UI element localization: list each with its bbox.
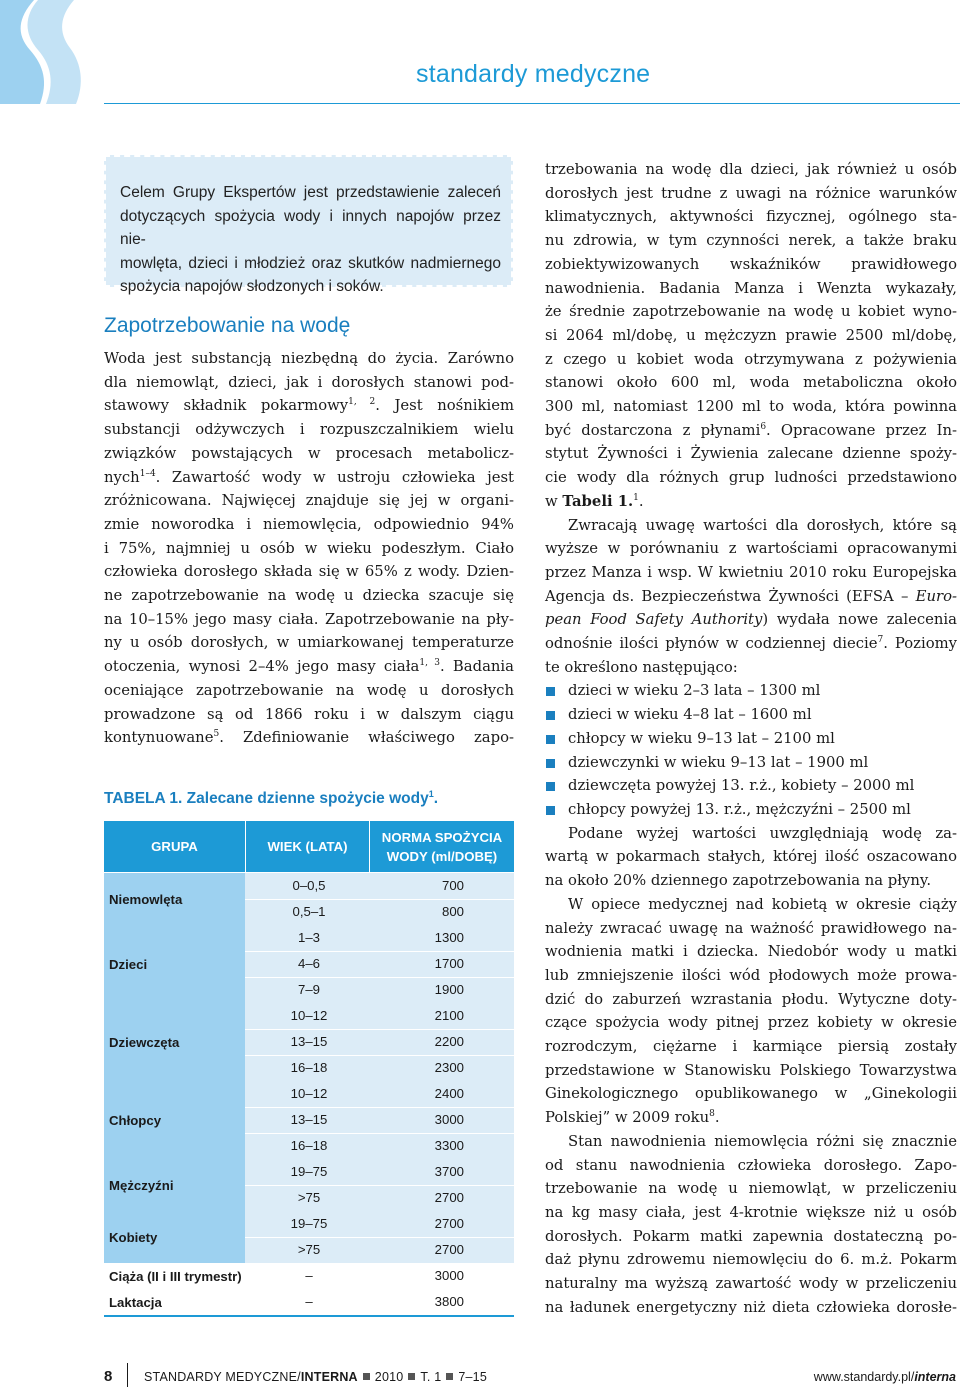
url-path: interna xyxy=(914,1370,956,1384)
bullet-item: chłopcy powyżej 13. r.ż., mężczyźni – 2500 ml xyxy=(545,798,957,822)
text-line: zmie noworodka i niemowlęcia, odpowiednio 94% xyxy=(104,515,514,533)
text-line: cie wody dla różnych grup ludności przedstawiono xyxy=(545,469,957,487)
text-run: . xyxy=(638,492,644,510)
text-line xyxy=(104,655,514,679)
text-line xyxy=(104,394,514,418)
bullet-item: dzieci w wieku 4–8 lat – 1600 ml xyxy=(545,703,957,727)
table-age-cell: 13–15 xyxy=(290,1034,328,1049)
table-value-cell: 800 xyxy=(441,904,464,919)
text-line: na ładunek energetyczny niż dieta człowieka dorosłe- xyxy=(545,1298,957,1316)
table-reference: Tabeli 1. xyxy=(562,492,634,510)
text-line: ny u osób dorosłych, w umiarkowanej temperaturze xyxy=(104,634,514,652)
text-line xyxy=(545,585,957,609)
intro-line: spożycia napojów słodzonych i soków. xyxy=(120,278,384,295)
table-age-cell: 0,5–1 xyxy=(292,904,326,919)
text-line: W opiece medycznej nad kobietą w okresie ciąży xyxy=(568,895,957,913)
table-value-cell: 3700 xyxy=(434,1164,464,1179)
text-line: przez Manza i wsp. W kwietniu 2010 roku Europejska xyxy=(545,563,957,581)
table-value-cell: 700 xyxy=(441,878,464,893)
table-age-cell: 7–9 xyxy=(297,982,320,997)
table-value-cell: 3000 xyxy=(434,1268,464,1283)
footer-divider xyxy=(127,1363,128,1387)
text-run: . Opracowane przez In- xyxy=(766,421,957,439)
table-group-cell: Ciąża (II i III trymestr) xyxy=(104,1263,245,1289)
table-value-cell: 1300 xyxy=(434,930,464,945)
table-row-divider xyxy=(245,951,514,952)
text-italic: pean Food Safety Authority xyxy=(545,611,763,629)
table-age-cell: 1–3 xyxy=(297,930,320,945)
text-line: trzebowanie na wodę u niemowląt, w przeliczeniu xyxy=(545,1180,957,1198)
text-line: nawodnienia. Badania Manza i Wenzta wykazały, xyxy=(545,279,957,297)
table-bottom-rule xyxy=(104,1315,514,1317)
text-line xyxy=(104,466,514,490)
text-line: klimatycznych, aktywności fizycznej, ogólnego sta- xyxy=(545,208,957,226)
text-run: . Poziomy xyxy=(883,635,958,653)
table-value-cell: 2300 xyxy=(434,1060,464,1075)
table-age-cell: >75 xyxy=(297,1190,321,1205)
right-column-text xyxy=(545,158,957,1319)
text-line: od stanu nawodnienia człowieka dorosłego. Zapo- xyxy=(545,1156,957,1174)
text-italic: Euro- xyxy=(915,587,957,605)
section-heading: Zapotrzebowanie na wodę xyxy=(104,314,351,337)
table-row-divider xyxy=(245,1029,514,1030)
url-domain: www.standardy.pl/ xyxy=(813,1370,915,1384)
text-line: czące spożycia wody pitnej przez kobiety w okresie xyxy=(545,1014,957,1032)
table-age-cell: 0–0,5 xyxy=(292,878,326,893)
table-row-divider xyxy=(245,1133,514,1134)
text-line: zobiektywizowanych wskaźników prawidłowego xyxy=(545,255,957,273)
header-norm xyxy=(370,821,514,872)
text-line xyxy=(545,632,957,656)
bullet-item: dziewczęta powyżej 13. r.ż., kobiety – 2000 ml xyxy=(545,774,957,798)
citation: 1 xyxy=(428,789,434,799)
header-group: GRUPA xyxy=(104,821,245,872)
text-run: nych xyxy=(104,468,140,486)
text-run: stawowy składnik pokarmowy xyxy=(104,397,349,415)
text-run: otoczenia, wynosi 2–4% jego masy ciała xyxy=(104,658,420,676)
table-row-divider xyxy=(245,1055,514,1056)
text-run: Polskiej” w 2009 roku xyxy=(545,1109,710,1127)
text-line xyxy=(545,1106,957,1130)
header-rule xyxy=(104,103,960,104)
table-age-cell: 10–12 xyxy=(290,1086,328,1101)
text-run: być dostarczona z płynami xyxy=(545,421,761,439)
text-line: dorosłych jest trudne z uwagi na różnice warunków xyxy=(545,184,957,202)
text-run: . Zawartość wody w ustroju człowieka jest xyxy=(155,468,514,486)
citation: 1, 3 xyxy=(419,658,441,669)
text-line xyxy=(545,608,957,632)
text-line: ne zapotrzebowanie na wodę u dziecka szacuje się xyxy=(104,587,514,605)
journal-pages: 7–15 xyxy=(458,1370,487,1384)
text-line: stytut Żywności i Żywienia zalecane dzienne spoży- xyxy=(545,445,957,463)
table-value-cell: 2400 xyxy=(434,1086,464,1101)
text-line: na około 20% dziennego zapotrzebowania na płyny. xyxy=(545,872,932,890)
table-group-cell: Niemowlęta xyxy=(104,873,245,925)
text-line: naturalny ma wyższą zawartość wody w przeliczeniu xyxy=(545,1275,957,1293)
table-value-cell: 2200 xyxy=(434,1034,464,1049)
table-age-cell: >75 xyxy=(297,1242,321,1257)
text-line: z czego u kobiet woda otrzymywana z pożywienia xyxy=(545,350,957,368)
table-value-cell: 2100 xyxy=(434,1008,464,1023)
text-line: daż płynu zdrowemu niemowlęciu do 6. m.ż. Pokarm xyxy=(545,1251,957,1269)
table-value-cell: 2700 xyxy=(434,1242,464,1257)
website-link[interactable] xyxy=(814,1370,956,1384)
citation: 1, 2 xyxy=(348,397,376,408)
table-age-cell: 13–15 xyxy=(290,1112,328,1127)
table-group-cell: Kobiety xyxy=(104,1211,245,1263)
table-group-cell: Laktacja xyxy=(104,1289,245,1315)
table-group-cell: Mężczyźni xyxy=(104,1159,245,1211)
citation: 1–4 xyxy=(139,468,156,479)
text-line: człowieka dorosłego składa się w 65% z wody. Dzien- xyxy=(104,563,514,581)
text-line: związków powstających w procesach metabolicz- xyxy=(104,444,514,462)
text-line: oceniające zapotrzebowanie na wodę u dorosłych xyxy=(104,681,514,699)
text-run: . xyxy=(714,1109,720,1127)
text-run: odnośnie ilości płynów w codziennej diecie xyxy=(545,635,878,653)
intro-line: mowlęta, dzieci i młodzież oraz skutków nadmiernego xyxy=(120,254,501,272)
header-norm-line1: NORMA SPOŻYCIA xyxy=(381,829,503,845)
text-run: . Badania xyxy=(440,658,514,676)
text-line: zróżnicowana. Najwięcej znajduje się jej w organi- xyxy=(104,492,514,510)
text-line: Woda jest substancją niezbędną do życia. Zarówno xyxy=(104,350,514,367)
table-value-cell: 1900 xyxy=(434,982,464,997)
text-line: dla niemowląt, dzieci, jak i dorosłych stanowi pod- xyxy=(104,373,514,391)
text-line: wyższe w porównaniu z wartościami opracowanymi xyxy=(545,540,957,558)
text-run: w xyxy=(545,492,563,510)
citation: 5 xyxy=(213,729,220,740)
text-line: stanowi około 600 ml, woda metaboliczna około xyxy=(545,374,957,392)
journal-subtitle: INTERNA xyxy=(300,1370,358,1384)
table-age-cell: – xyxy=(305,1268,313,1283)
text-line xyxy=(545,419,957,443)
text-line: si 2064 ml/dobę, u mężczyzn prawie 2500 ml/dobę, xyxy=(545,326,957,344)
text-line: i 75%, najmniej u osób w wieku podeszłym. Ciało xyxy=(104,539,514,557)
text-line xyxy=(104,726,514,750)
intro-line: dotyczących spożycia wody i innych napojów przez nie- xyxy=(120,207,501,248)
text-line xyxy=(545,490,957,514)
text-run: kontynuowane xyxy=(104,729,214,747)
citation: 7 xyxy=(877,635,884,646)
citation: 6 xyxy=(760,421,767,432)
left-column-text xyxy=(104,347,514,750)
table-age-cell: 16–18 xyxy=(290,1138,328,1153)
header-norm-line2: WODY (ml/DOBĘ) xyxy=(386,848,498,864)
caption-text: TABELA 1. Zalecane dzienne spożycie wody xyxy=(104,790,429,807)
table-row-divider xyxy=(245,899,514,900)
bullet-item: chłopcy w wieku 9–13 lat – 2100 ml xyxy=(545,727,957,751)
text-line: substancji odżywczych i rozpuszczalnikiem wielu xyxy=(104,421,514,439)
text-line: Podane wyżej wartości uwzględniają wodę za- xyxy=(568,824,957,842)
text-line: na kg masy ciała, jest 4-krotnie większe niż u osób xyxy=(545,1203,957,1221)
text-run: . Zdefiniowanie właściwego zapo- xyxy=(219,729,514,747)
text-line: nu zdrowia, w tym czynności nerek, a także braku xyxy=(545,232,957,250)
intro-box xyxy=(104,155,513,295)
text-line: trzebowania na wodę dla dzieci, jak również u osób xyxy=(545,161,957,178)
intro-line: Celem Grupy Ekspertów jest przedstawienie zaleceń xyxy=(120,184,501,201)
citation: 8 xyxy=(709,1109,715,1120)
text-line: prowadzone są od 1866 roku i w dalszym ciągu xyxy=(104,705,514,723)
table-age-cell: 19–75 xyxy=(290,1164,328,1179)
text-line: wodnienia matki i dziecka. Niedobór wody u matki xyxy=(545,943,957,961)
text-run: ) wydała nowe zalecenia xyxy=(762,611,957,629)
journal-volume: T. 1 xyxy=(420,1370,442,1384)
text-line: przedstawione w Stanowisku Polskiego Towarzystwa xyxy=(545,1061,957,1079)
text-line: wartą w pokarmach stałych, której ilość oszacowano xyxy=(545,848,957,866)
table-group-cell: Chłopcy xyxy=(104,1081,245,1159)
text-line: że średnie zapotrzebowanie na wodę u kobiet wyno- xyxy=(545,303,957,321)
text-line: dzić do zaburzeń wzrastania płodu. Wytyczne doty- xyxy=(545,990,957,1008)
table-caption xyxy=(104,790,438,808)
table-value-cell: 3300 xyxy=(434,1138,464,1153)
table-age-cell: 19–75 xyxy=(290,1216,328,1231)
table-value-cell: 3800 xyxy=(434,1294,464,1309)
text-line: rozrodczym, ciężarne i karmiące piersią zostały xyxy=(545,1038,957,1056)
table-age-cell: 16–18 xyxy=(290,1060,328,1075)
text-run: . Jest nośnikiem xyxy=(375,397,514,415)
section-title: standardy medyczne xyxy=(416,60,651,88)
bullet-item: dziewczynki w wieku 9–13 lat – 1900 ml xyxy=(545,751,957,775)
table-row-divider xyxy=(245,1107,514,1108)
text-line: Stan nawodnienia niemowlęcia różni się znacznie xyxy=(568,1132,957,1150)
water-intake-table xyxy=(104,821,514,1313)
table-row-divider xyxy=(245,1237,514,1238)
separator-square xyxy=(446,1373,453,1380)
journal-name: STANDARDY MEDYCZNE/ xyxy=(144,1370,301,1384)
text-line: lub zmniejszenie ilości wód płodowych może prowa- xyxy=(545,966,957,984)
caption-end: . xyxy=(433,790,439,807)
text-line: na 10–15% jego masy ciała. Zapotrzebowanie na pły- xyxy=(104,610,514,628)
journal-year: 2010 xyxy=(374,1370,404,1384)
citation: 1 xyxy=(633,492,639,503)
table-row-divider xyxy=(245,977,514,978)
page-number: 8 xyxy=(104,1368,113,1385)
table-value-cell: 2700 xyxy=(434,1216,464,1231)
table-age-cell: 10–12 xyxy=(290,1008,328,1023)
journal-reference xyxy=(144,1370,487,1384)
table-group-cell: Dziewczęta xyxy=(104,1003,245,1081)
header-age: WIEK (LATA) xyxy=(246,821,369,872)
table-age-cell: – xyxy=(305,1294,313,1309)
text-line: należy zwracać uwagę na ważność prawidłowego na- xyxy=(545,919,957,937)
journal-logo-graphic xyxy=(0,0,110,104)
table-value-cell: 2700 xyxy=(434,1190,464,1205)
separator-square xyxy=(363,1373,370,1380)
text-run: Agencja ds. Bezpieczeństwa Żywności (EFSA – xyxy=(545,587,916,605)
text-line: Ginekologicznego opublikowanego w „Ginekologii xyxy=(545,1085,957,1103)
text-line: te określono następująco: xyxy=(545,658,738,676)
table-value-cell: 1700 xyxy=(434,956,464,971)
table-value-cell: 3000 xyxy=(434,1112,464,1127)
text-line: 300 ml, natomiast 1200 ml to woda, która powinna xyxy=(545,398,957,416)
separator-square xyxy=(408,1373,415,1380)
text-line: dorosłych. Pokarm matki zapewnia dostateczną po- xyxy=(545,1227,957,1245)
table-group-cell: Dzieci xyxy=(104,925,245,1003)
bullet-item: dzieci w wieku 2–3 lata – 1300 ml xyxy=(545,679,957,703)
text-line: Zwracają uwagę wartości dla dorosłych, które są xyxy=(568,516,957,534)
table-row-divider xyxy=(245,1185,514,1186)
table-age-cell: 4–6 xyxy=(297,956,320,971)
